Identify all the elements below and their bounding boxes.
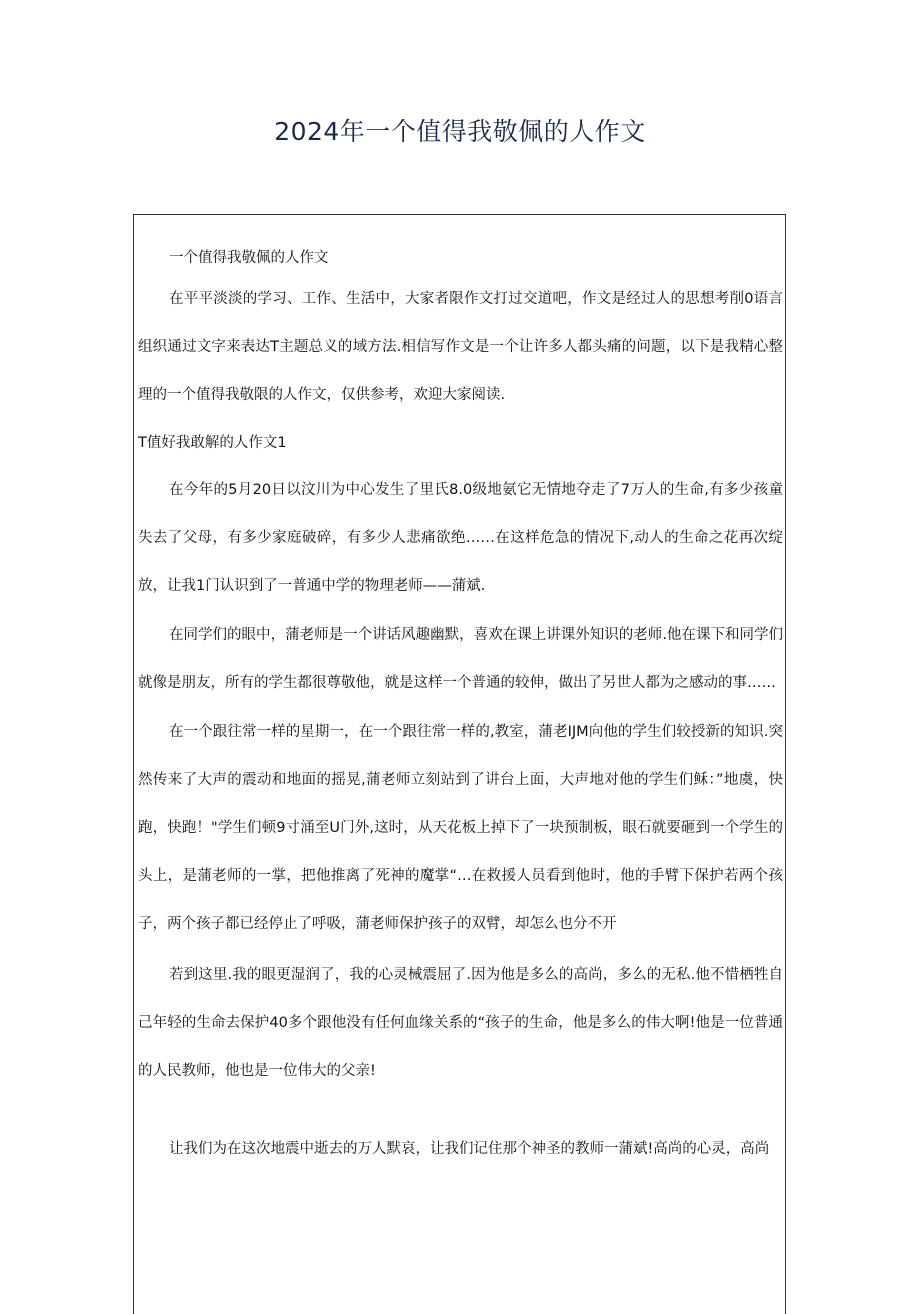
paragraph-reflection: 若到这里.我的眼更湿润了，我的心灵械震屈了.因为他是多么的高尚，多么的无私.他不惜栖牲自己年轻的生命去保护40多个跟他没有任何血缘关系的“孩子的生命，他是多么的伟大啊!他是一位普通的人民教师，他也是一位伟大的父亲! <box>138 967 783 1079</box>
paragraph-memorial: 让我们为在这次地震中逝去的万人默哀，让我们记住那个神圣的教师一蒲斌!高尚的心灵，高尚 <box>169 1141 770 1157</box>
paragraph-classroom-event: 在一个跟往常一样的星期一，在一个跟往常一样的,教室，蒲老IJM向他的学生们较授新的知识.突然传来了大声的震动和地面的摇晃,蒲老师立刻站到了讲台上面，大声地对他的学生们稣：”地虞，快跑，快跑！"学生们顿9寸涌至U门外,这时，从天花板上掉下了一块预制板，眼石就要砸到一个学生的头上，是蒲老师的一掌，把他推离了死神的魔掌“…在救援人员看到他时，他的手臂下保护若两个孩子，两个孩子都已经停止了呼吸，蒲老师保护孩子的双臂，却怎么也分不开 <box>138 724 783 932</box>
paragraph-earthquake: 在今年的5月20日以汶川为中心发生了里氏8.0级地氨它无情地夺走了7万人的生命,有多少孩童失去了父母，有多少家庭破碎，有多少人悲痛欲绝……在这样危急的情况下,动人的生命之花再次绽放，让我1门认识到了一普通中学的物理老师——蒲斌. <box>138 482 783 594</box>
section-heading-1: T值好我敢解的人作文1 <box>138 435 287 451</box>
page-title: 2024年一个值得我敬佩的人作文 <box>274 117 646 146</box>
document-body <box>133 214 786 1314</box>
article-subtitle: 一个值得我敬佩的人作文 <box>169 250 329 266</box>
paragraph-intro: 在平平淡淡的学习、工作、生活中，大家者限作文打过交道吧，作文是经过人的思想考削0语言组织通过文字来表达T主题总义的域方法.相信写作文是一个让许多人都头痛的问题，以下是我精心整理的一个值得我敬限的人作文，仅供参考，欢迎大家阅读. <box>138 291 783 403</box>
paragraph-teacher-description: 在同学们的眼中，蒲老师是一个讲话风趣幽默，喜欢在课上讲课外知识的老师.他在课下和同学们就像是朋友，所有的学生都很尊敬他，就是这样一个普通的较伸，做出了另世人都为之感动的事…… <box>138 627 783 691</box>
